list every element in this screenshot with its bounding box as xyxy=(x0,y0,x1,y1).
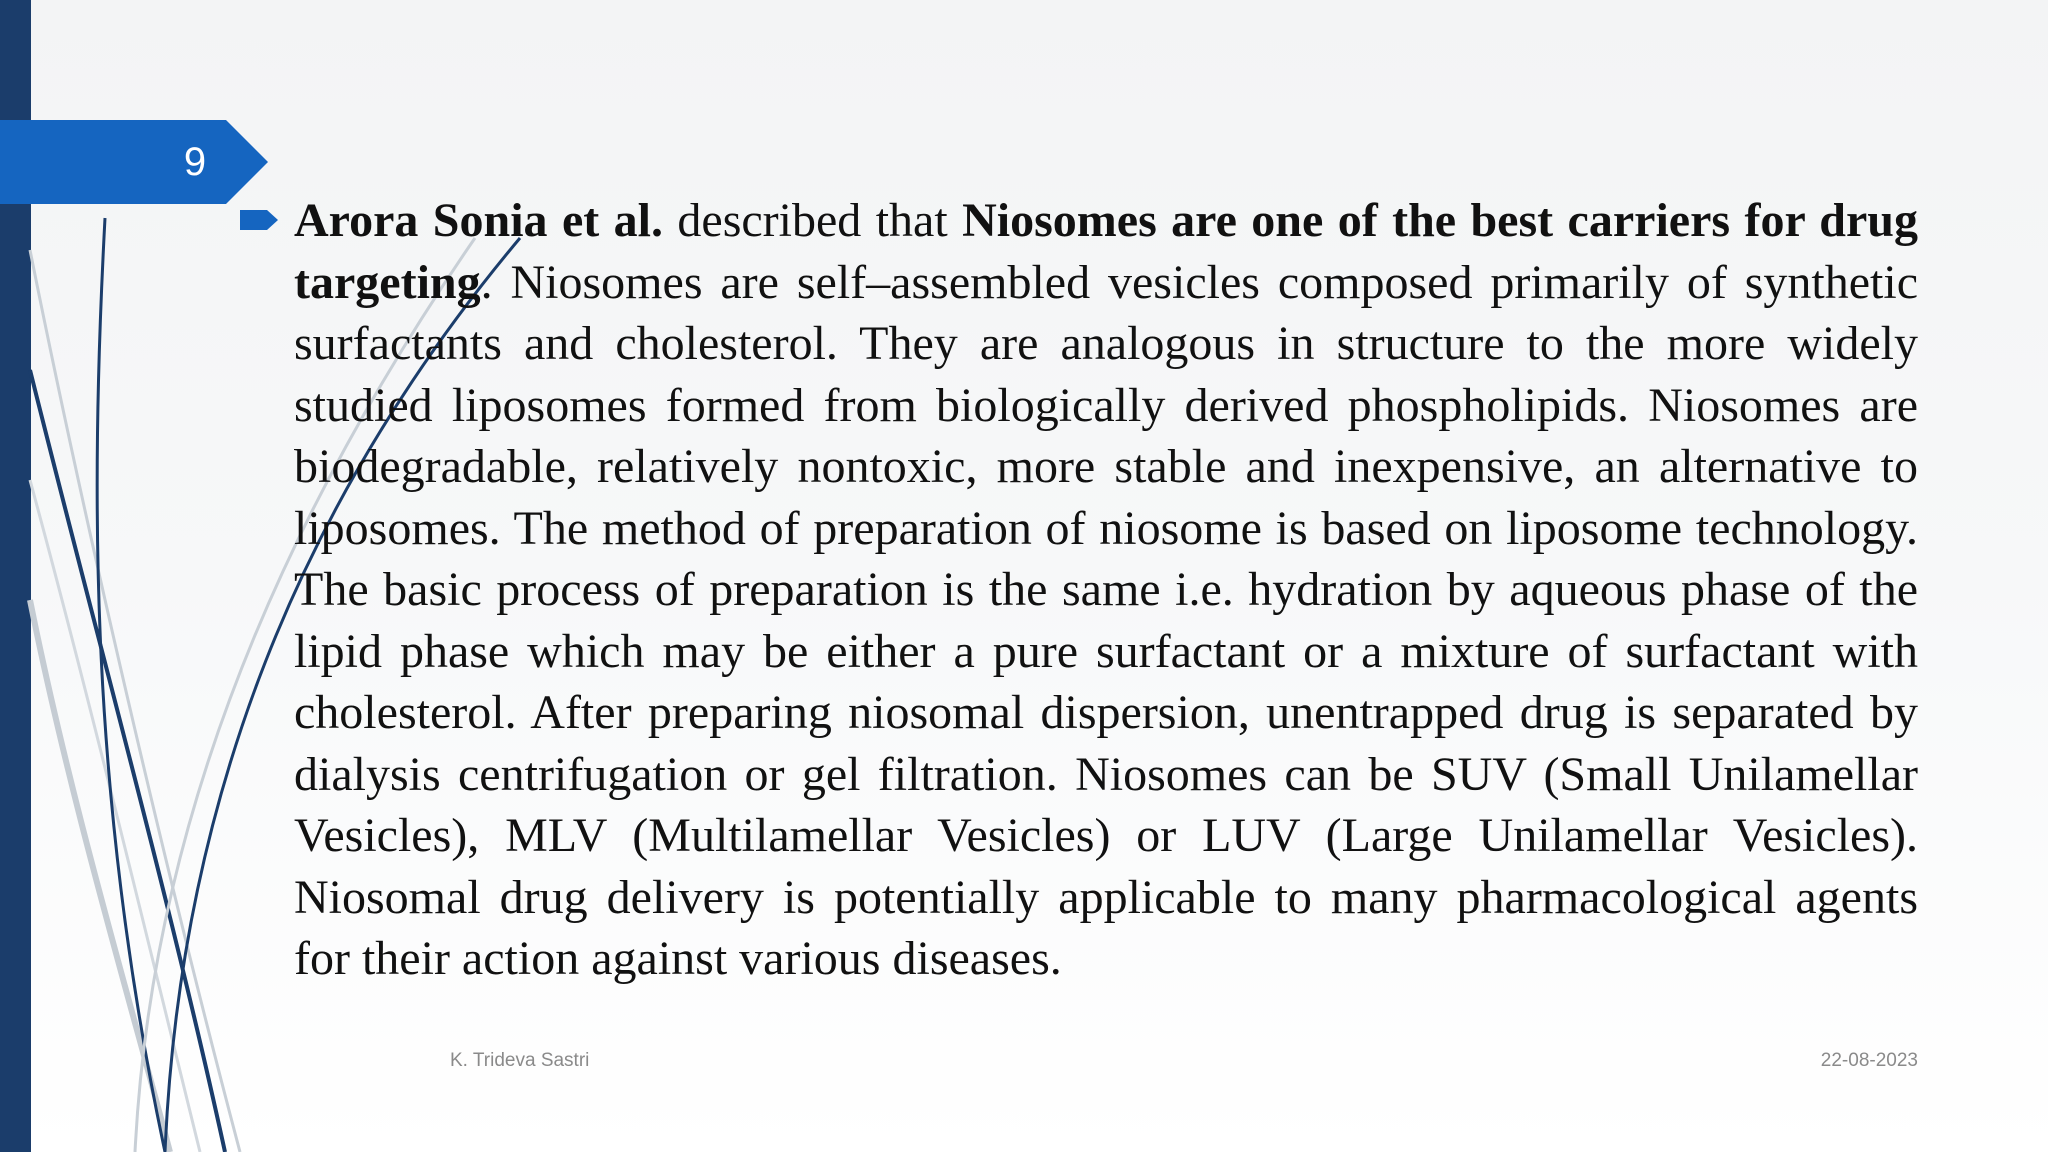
author-citation: Arora Sonia et al. xyxy=(294,194,663,247)
footer-author: K. Trideva Sastri xyxy=(450,1050,590,1071)
body-paragraph xyxy=(294,190,1918,990)
arrow-bullet-icon xyxy=(240,210,278,230)
body-text-segment: described that xyxy=(662,194,963,247)
key-statement: Niosomes are one of the best carriers for drug targeting xyxy=(294,194,1919,309)
slide-number-tab xyxy=(0,120,268,204)
slide-number: 9 xyxy=(183,140,207,184)
body-text-segment: . Niosomes are self–assembled vesicles composed primarily of synthetic surfactants and cholesterol. They are analogous in structure to the more widely studied liposomes formed from biologically derived phospholipids. Niosomes are biodegradable, relatively nontoxic, more stable and inexpensive, an alternative to liposomes. The method of preparation of niosome is based on liposome technology. The basic process of preparation is the same i.e. hydration by aqueous phase of the lipid phase which may be either a pure surfactant or a mixture of surfactant with cholesterol. After preparing niosomal dispersion, unentrapped drug is separated by dialysis centrifugation or gel filtration. Niosomes can be SUV (Small Unilamellar Vesicles), MLV (Multilamellar Vesicles) or LUV (Large Unilamellar Vesicles). Niosomal drug delivery is potentially applicable to many pharmacological agents for their action against various diseases. xyxy=(294,255,1918,985)
footer-date: 22-08-2023 xyxy=(1820,1050,1918,1071)
